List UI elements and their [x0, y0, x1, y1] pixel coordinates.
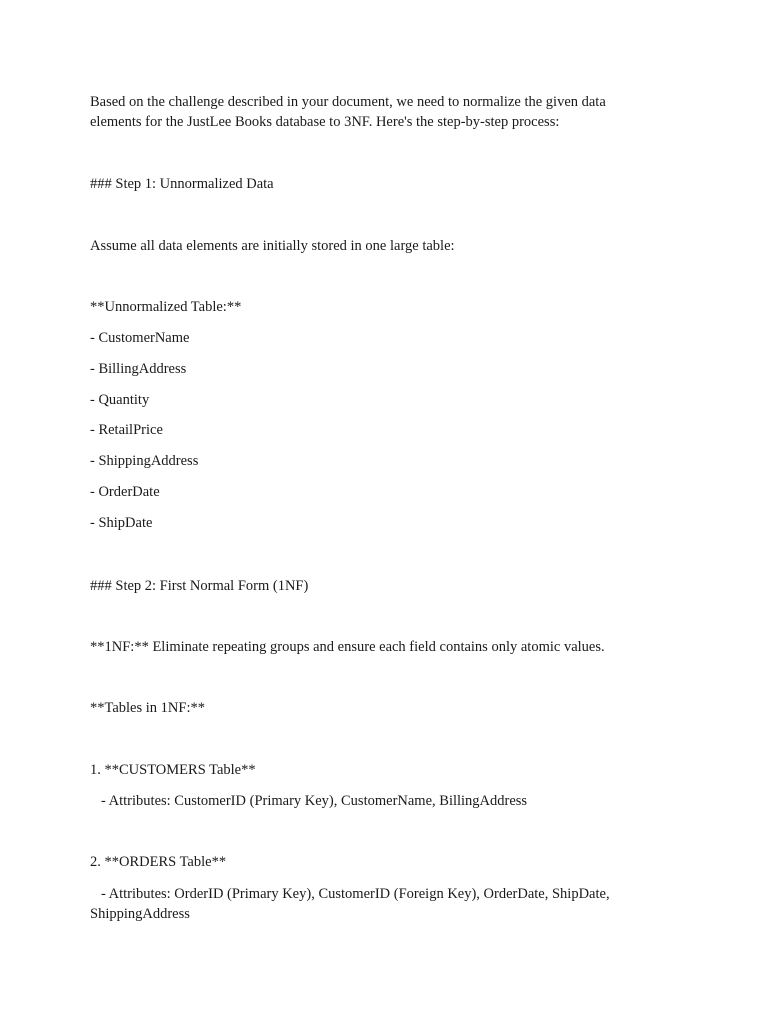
list-item: - ShipDate [90, 515, 153, 531]
1nf-definition: **1NF:** Eliminate repeating groups and ensure each field contains only atomic values. [90, 639, 605, 655]
step1-heading: ### Step 1: Unnormalized Data [90, 176, 274, 192]
list-item: - Quantity [90, 392, 150, 408]
list-item: - BillingAddress [90, 361, 187, 377]
list-item: - RetailPrice [90, 422, 163, 438]
list-item: - ShippingAddress [90, 453, 199, 469]
list-item: - OrderDate [90, 484, 160, 500]
orders-table-title: 2. **ORDERS Table** [90, 854, 227, 870]
customers-table-title: 1. **CUSTOMERS Table** [90, 762, 256, 778]
step1-assume-text: Assume all data elements are initially stored in one large table: [90, 238, 455, 254]
unnormalized-table-label: **Unnormalized Table:** [90, 299, 242, 315]
intro-line-2: elements for the JustLee Books database to 3NF. Here's the step-by-step process: [90, 114, 560, 130]
list-item: - CustomerName [90, 330, 190, 346]
intro-paragraph [90, 92, 606, 132]
tables-in-1nf-label: **Tables in 1NF:** [90, 700, 205, 716]
intro-line-1: Based on the challenge described in your document, we need to normalize the given data [90, 94, 606, 110]
step2-heading: ### Step 2: First Normal Form (1NF) [90, 578, 309, 594]
orders-attributes-line-2: ShippingAddress [90, 906, 190, 922]
customers-attributes: - Attributes: CustomerID (Primary Key), CustomerName, BillingAddress [101, 793, 528, 809]
orders-attributes-line-1: - Attributes: OrderID (Primary Key), CustomerID (Foreign Key), OrderDate, ShipDate, [101, 886, 610, 902]
